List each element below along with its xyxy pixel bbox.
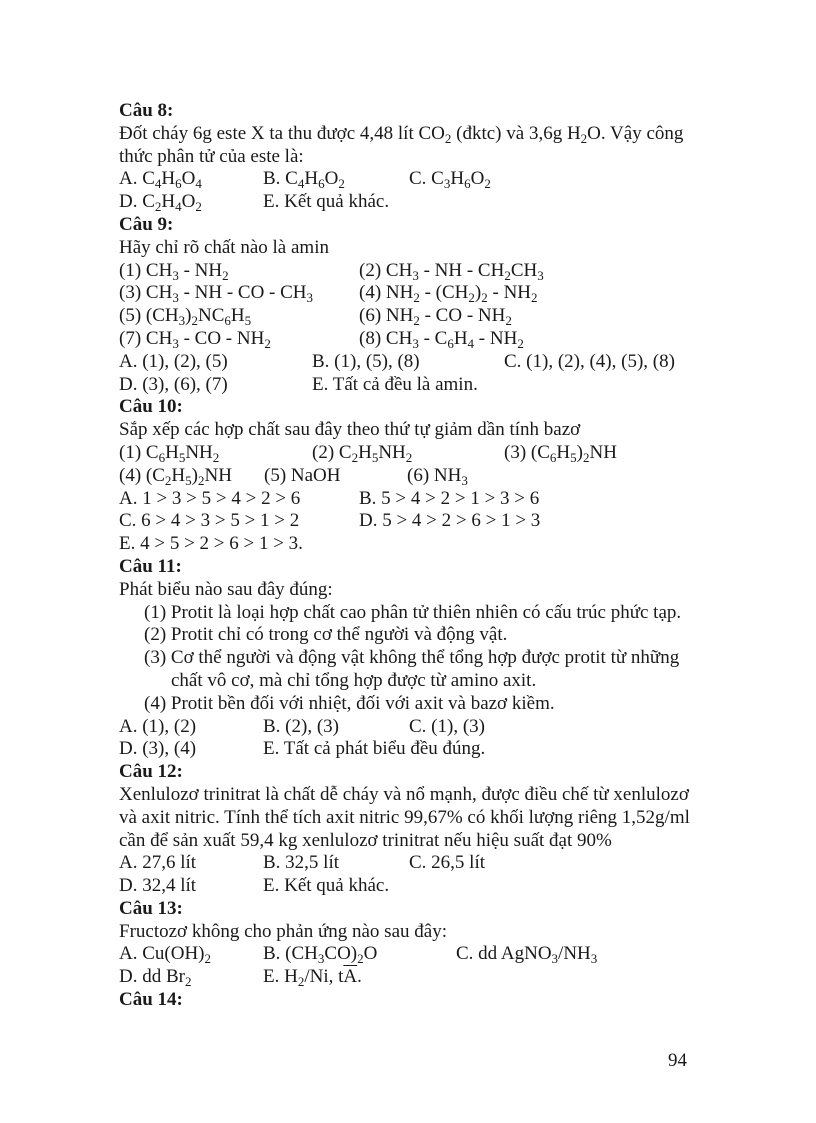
question-9-items-row4	[119, 328, 719, 351]
option-d: D. 5 > 4 > 2 > 6 > 1 > 3	[359, 510, 541, 532]
option-d: D. 32,4 lít	[119, 875, 197, 897]
option-e: E. Tất cả đều là amin.	[312, 373, 478, 395]
option-e: E. 4 > 5 > 2 > 6 > 1 > 3.	[119, 533, 303, 555]
question-12-title: Câu 12:	[119, 761, 183, 783]
question-8-options-row2	[119, 191, 719, 214]
option-b: B. (2), (3)	[263, 715, 339, 737]
option-a: A. $C_4H_6O_4$	[119, 168, 202, 192]
option-e: E. Tất cả phát biểu đều đúng.	[263, 738, 486, 760]
option-b: B. 5 > 4 > 2 > 1 > 3 > 6	[359, 487, 540, 509]
option-c: C. (1), (3)	[409, 715, 485, 737]
statement-4: (4) Protit bền đối với nhiệt, đối với axit và bazơ kiềm.	[144, 692, 555, 714]
question-11-options-row1	[119, 716, 719, 739]
question-12-stem-line1: Xenlulozơ trinitrat là chất dễ cháy và nổ mạnh, được điều chế từ xenlulozơ	[119, 783, 689, 805]
question-10-items-row1	[119, 442, 719, 465]
question-10-items-row2	[119, 465, 719, 488]
item-3: (3) $(C_6H_5)_2NH$	[504, 441, 617, 465]
question-13-options-row1	[119, 943, 719, 966]
option-c: C. 6 > 4 > 3 > 5 > 1 > 2	[119, 510, 300, 532]
question-9-stem: Hãy chỉ rõ chất nào là amin	[119, 236, 329, 258]
item-5: (5) NaOH	[264, 464, 341, 486]
question-12-stem-line2: và axit nitric. Tính thể tích axit nitric 99,67% có khối lượng riêng 1,52g/ml	[119, 806, 690, 828]
question-8-stem-line2: thức phân tử của este là:	[119, 145, 304, 167]
question-11-options-row2	[119, 738, 719, 761]
option-a: A. (1), (2), (5)	[119, 350, 228, 372]
statement-3-line2: chất vô cơ, mà chỉ tổng hợp được từ amino axit.	[171, 669, 537, 691]
question-10-stem: Sắp xếp các hợp chất sau đây theo thứ tự giảm dần tính bazơ	[119, 419, 581, 441]
option-a: A. 1 > 3 > 5 > 4 > 2 > 6	[119, 487, 301, 509]
item-6: (6) $NH_3$	[407, 464, 468, 488]
option-b: B. 32,5 lít	[263, 852, 340, 874]
item-2: (2) $C_2H_5NH_2$	[312, 441, 413, 465]
question-10-options-row3	[119, 533, 719, 556]
document-page	[119, 100, 719, 1012]
question-10-options-row2	[119, 510, 719, 533]
item-2: (2) $CH_3$ - NH - $CH_2CH_3$	[359, 259, 544, 283]
page-number: 94	[668, 1050, 687, 1071]
option-d: D. (3), (4)	[119, 738, 197, 760]
question-13-options-row2	[119, 966, 719, 989]
option-a: A. $Cu(OH)_2$	[119, 943, 211, 967]
question-10-title: Câu 10:	[119, 396, 183, 418]
question-9-items-row3	[119, 305, 719, 328]
option-a: A. (1), (2)	[119, 715, 197, 737]
item-8: (8) $CH_3 - C_6H_4 - NH_2$	[359, 327, 524, 351]
question-13-stem: Fructozơ không cho phản ứng nào sau đây:	[119, 920, 447, 942]
question-8-title: Câu 8:	[119, 100, 174, 121]
option-c: C. $C_3H_6O_2$	[409, 168, 491, 192]
option-c: C. (1), (2), (4), (5), (8)	[504, 350, 675, 372]
statement-3-line1: (3) Cơ thể người và động vật không thể tổng hợp được protit từ những	[144, 647, 680, 669]
question-10-options-row1	[119, 488, 719, 511]
item-1: (1) $C_6H_5NH_2$	[119, 441, 220, 465]
question-9-items-row1	[119, 260, 719, 283]
item-3: (3) $CH_3$ - NH - CO - $CH_3$	[119, 282, 314, 306]
item-1: (1) $CH_3 - NH_2$	[119, 259, 229, 283]
item-4: (4) $(C_2H_5)_2NH$	[119, 464, 232, 488]
question-11-stem: Phát biểu nào sau đây đúng:	[119, 578, 333, 600]
option-b: B. (1), (5), (8)	[312, 350, 420, 372]
option-a: A. 27,6 lít	[119, 852, 197, 874]
option-e: E. $H_2/Ni$, $t\overline{A}$.	[263, 966, 362, 990]
question-8-options-row1	[119, 168, 719, 191]
question-12-options-row2	[119, 875, 719, 898]
question-11-title: Câu 11:	[119, 555, 182, 577]
item-6: (6) $NH_2$ - CO - $NH_2$	[359, 305, 512, 329]
option-b: B. $C_4H_6O_2$	[263, 168, 345, 192]
statement-1: (1) Protit là loại hợp chất cao phân tử thiên nhiên có cấu trúc phức tạp.	[144, 601, 682, 623]
option-e: E. Kết quả khác.	[263, 875, 390, 897]
option-c: C. dd $AgNO_3/NH_3$	[456, 943, 598, 967]
question-13-title: Câu 13:	[119, 897, 183, 919]
option-d: D. dd $Br_2$	[119, 966, 192, 990]
item-7: (7) $CH_3$ - CO - $NH_2$	[119, 327, 271, 351]
question-14-title: Câu 14:	[119, 989, 183, 1011]
question-8-stem-line1: Đốt cháy 6g este X ta thu được 4,48 lít $CO_2$ (đktc) và 3,6g $H_2O$. Vậy công	[119, 122, 684, 146]
question-9-items-row2	[119, 282, 719, 305]
option-d: D. $C_2H_4O_2$	[119, 191, 202, 215]
statement-2: (2) Protit chỉ có trong cơ thể người và động vật.	[144, 624, 508, 646]
item-5: (5) $(CH_3)_2NC_6H_5$	[119, 305, 252, 329]
option-d: D. (3), (6), (7)	[119, 373, 228, 395]
item-4: (4) $NH_2 - (CH_2)_2 - NH_2$	[359, 282, 538, 306]
option-b: B. $(CH_3CO)_2O$	[263, 943, 378, 967]
question-12-options-row1	[119, 852, 719, 875]
question-9-title: Câu 9:	[119, 213, 174, 235]
question-12-stem-line3: cần để sản xuất 59,4 kg xenlulozơ trinitrat nếu hiệu suất đạt 90%	[119, 829, 612, 851]
question-9-options-row1	[119, 351, 719, 374]
question-9-options-row2	[119, 374, 719, 397]
option-c: C. 26,5 lít	[409, 852, 486, 874]
option-e: E. Kết quả khác.	[263, 191, 390, 213]
